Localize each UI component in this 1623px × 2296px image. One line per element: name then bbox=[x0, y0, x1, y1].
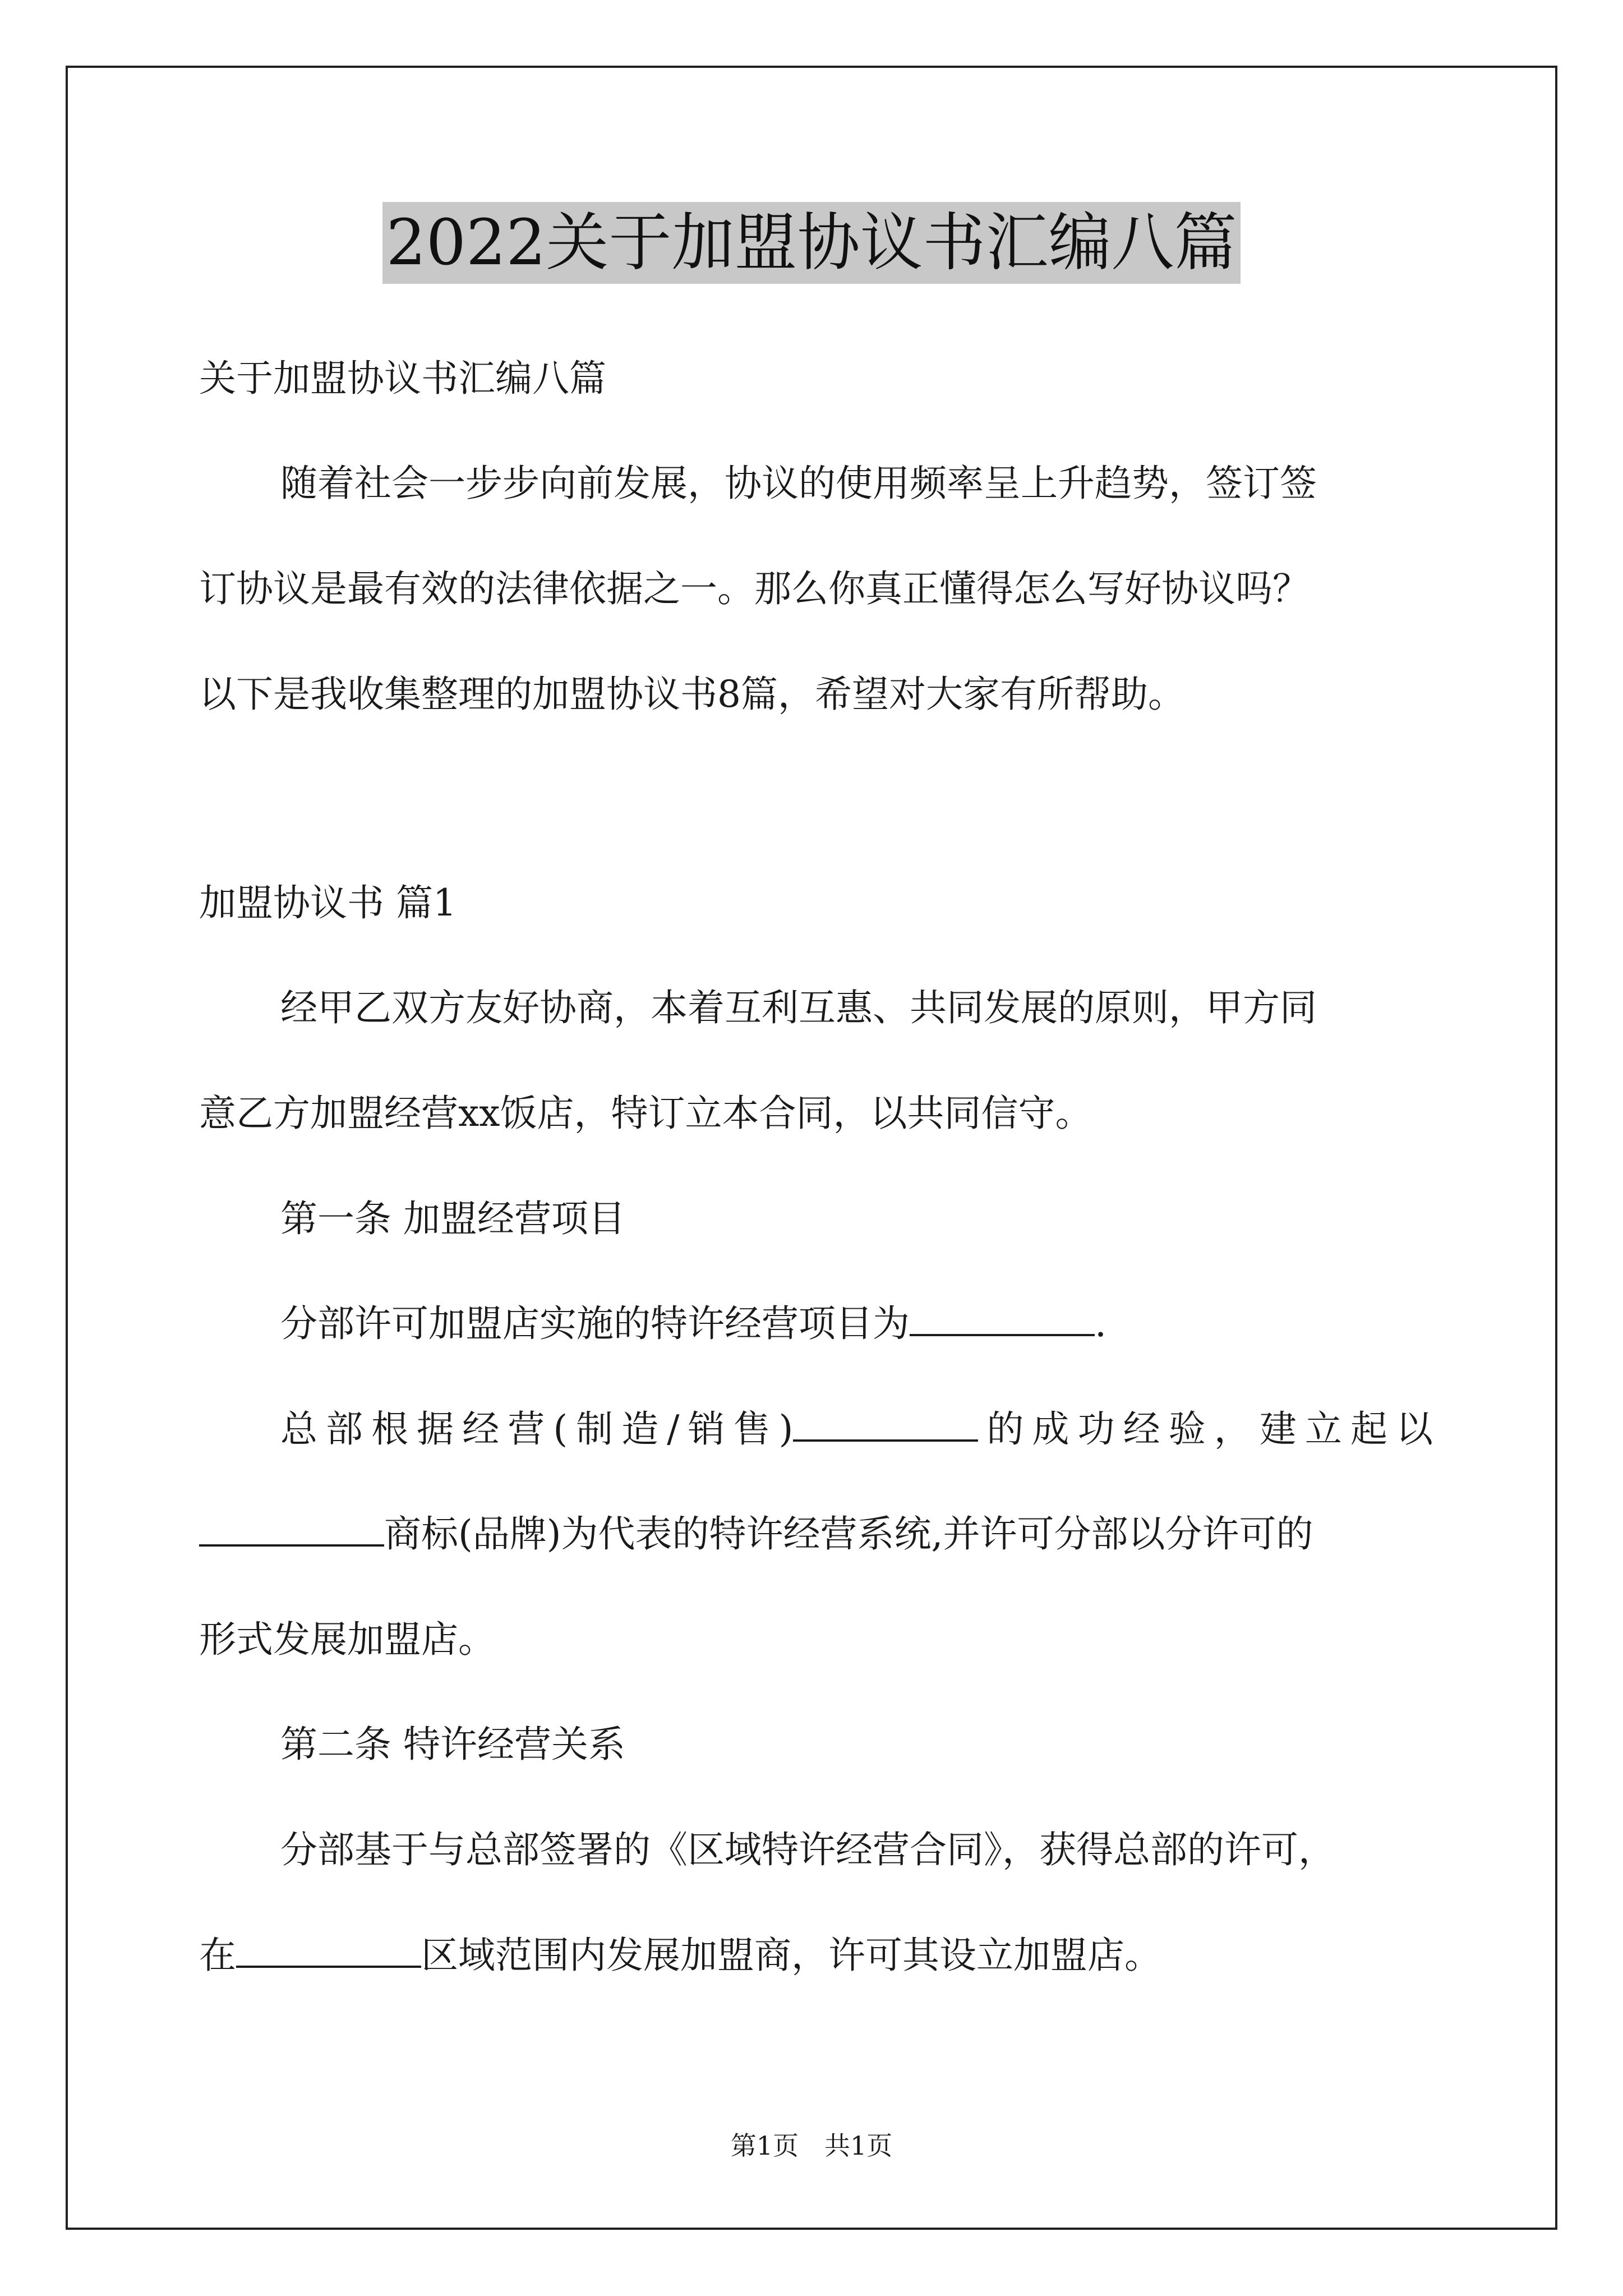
fill-in-blank bbox=[793, 1402, 978, 1442]
article-2-heading: 第二条 特许经营关系 bbox=[280, 1723, 625, 1766]
intro-line-1: 随着社会一步步向前发展，协议的使用频率呈上升趋势，签订签 bbox=[280, 462, 1317, 505]
article-2-line-2 bbox=[199, 1927, 1455, 1984]
fill-in-blank bbox=[236, 1929, 421, 1968]
article-1-line-4: 形式发展加盟店。 bbox=[199, 1618, 495, 1661]
fill-in-blank bbox=[199, 1507, 384, 1547]
article-1-heading: 第一条 加盟经营项目 bbox=[280, 1197, 625, 1240]
fill-in-blank bbox=[910, 1297, 1095, 1336]
article-1-line-1 bbox=[280, 1296, 1537, 1352]
article-2-line-2-prefix: 在 bbox=[199, 1934, 236, 1977]
intro-line-2: 订协议是最有效的法律依据之一。那么你真正懂得怎么写好协议吗？ bbox=[199, 567, 1310, 610]
article-1-line-2 bbox=[280, 1401, 1433, 1457]
article-1-line-1-suffix: . bbox=[1095, 1302, 1106, 1345]
article-2-line-2-suffix: 区域范围内发展加盟商，许可其设立加盟店。 bbox=[421, 1934, 1161, 1977]
article-1-line-2-prefix: 总部根据经营(制造/销售) bbox=[280, 1407, 794, 1451]
article-1-line-3 bbox=[199, 1506, 1455, 1562]
section-intro-line-1: 经甲乙双方友好协商，本着互利互惠、共同发展的原则，甲方同 bbox=[280, 986, 1317, 1029]
section-intro-line-2: 意乙方加盟经营xx饭店，特订立本合同，以共同信守。 bbox=[199, 1092, 1092, 1135]
document-title: 2022关于加盟协议书汇编八篇 bbox=[382, 202, 1240, 284]
intro-line-3: 以下是我收集整理的加盟协议书8篇，希望对大家有所帮助。 bbox=[199, 673, 1185, 716]
section-heading: 加盟协议书 篇1 bbox=[199, 881, 457, 924]
page-number-footer: 第1页 共1页 bbox=[730, 2131, 893, 2161]
article-1-line-1-prefix: 分部许可加盟店实施的特许经营项目为 bbox=[280, 1302, 910, 1345]
article-1-line-3-suffix: 商标(品牌)为代表的特许经营系统,并许可分部以分许可的 bbox=[384, 1512, 1313, 1556]
article-2-line-1: 分部基于与总部签署的《区域特许经营合同》，获得总部的许可， bbox=[280, 1828, 1335, 1871]
document-subtitle: 关于加盟协议书汇编八篇 bbox=[199, 357, 606, 400]
title-container bbox=[0, 202, 1623, 284]
article-1-line-2-suffix: 的成功经验，建立起以 bbox=[978, 1407, 1433, 1451]
